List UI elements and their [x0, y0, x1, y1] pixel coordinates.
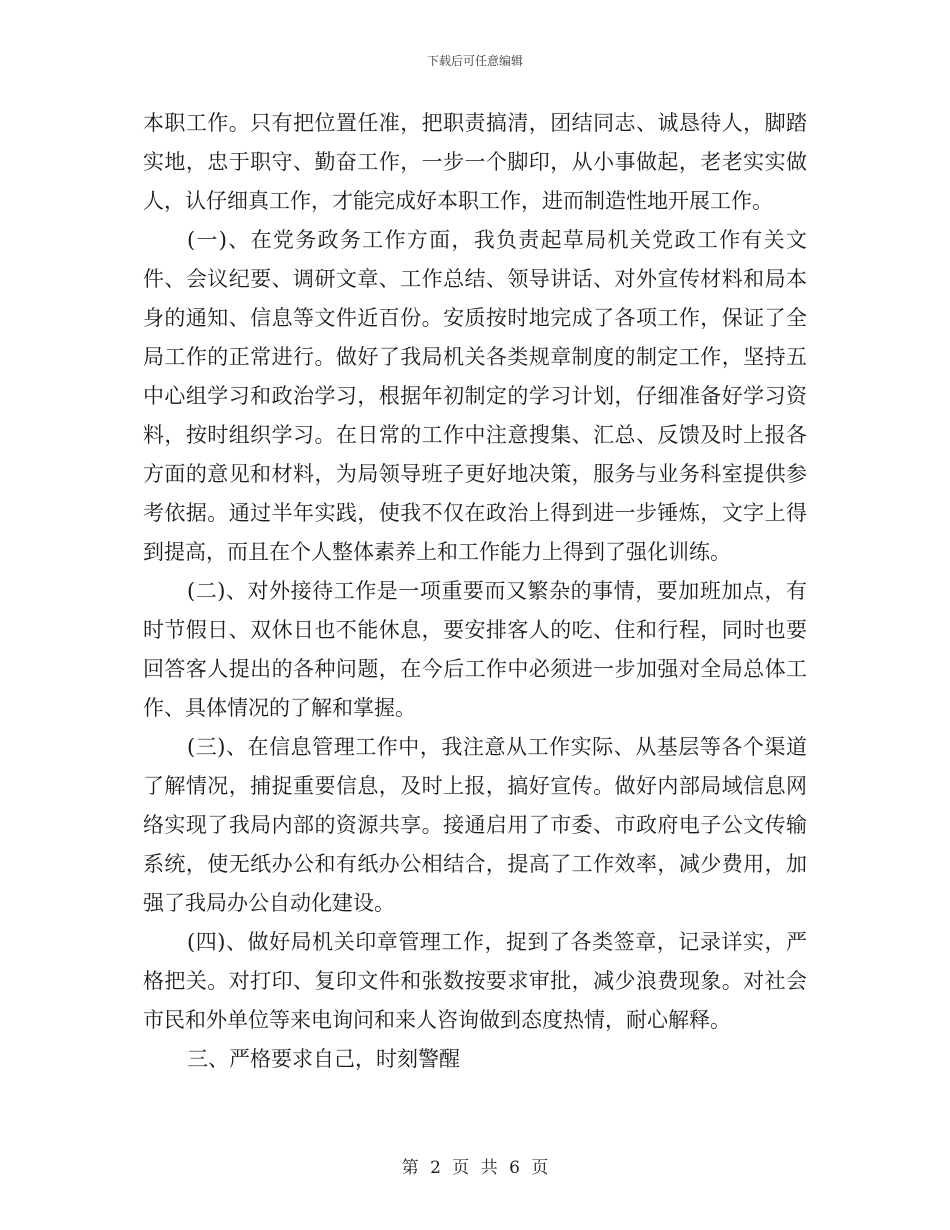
paragraph-3: (二)、对外接待工作是一项重要而又繁杂的事情，要加班加点，有时节假日、双休日也不能休息，要安排客人的吃、住和行程，同时也要回答客人提出的各种问题，在今后工作中必须进一步加强对全局总体工作、具体情况的了解和掌握。 [143, 579, 807, 720]
page-header: 下载后可任意编辑 [426, 54, 523, 68]
paragraph-2: (一)、在党务政务工作方面，我负责起草局机关党政工作有关文件、会议纪要、调研文章、工作总结、领导讲话、对外宣传材料和局本身的通知、信息等文件近百份。安质按时地完成了各项工作，保证了全局工作的正常进行。做好了我局机关各类规章制度的制定工作，坚持五中心组学习和政治学习，根据年初制定的学习计划，仔细准备好学习资料，按时组织学习。在日常的工作中注意搜集、汇总、反馈及时上报各方面的意见和材料，为局领导班子更好地决策，服务与业务科室提供参考依据。通过半年实践，使我不仅在政治上得到进一步锤炼，文字上得到提高，而且在个人整体素养上和工作能力上得到了强化训练。 [143, 228, 807, 564]
paragraph-5: (四)、做好局机关印章管理工作，捉到了各类签章，记录详实，严格把关。对打印、复印文件和张数按要求审批，减少浪费现象。对社会市民和外单位等来电询问和来人咨询做到态度热情，耐心解释。 [143, 930, 807, 1032]
section-heading: 三、严格要求自己，时刻警醒 [187, 1047, 460, 1071]
document-body [143, 104, 807, 1079]
paragraph-4: (三)、在信息管理工作中，我注意从工作实际、从基层等各个渠道了解情况，捕捉重要信息，及时上报，搞好宣传。做好内部局域信息网络实现了我局内部的资源共享。接通启用了市委、市政府电子公文传输系统，使无纸办公和有纸办公相结合，提高了工作效率，减少费用，加强了我局办公自动化建设。 [143, 735, 807, 915]
paragraph-1: 本职工作。只有把位置任准，把职责搞清，团结同志、诚恳待人，脚踏实地，忠于职守、勤奋工作，一步一个脚印，从小事做起，老老实实做人，认仔细真工作，才能完成好本职工作，进而制造性地开展工作。 [143, 111, 807, 213]
page-number: 第 2 页 共 6 页 [401, 1158, 549, 1178]
